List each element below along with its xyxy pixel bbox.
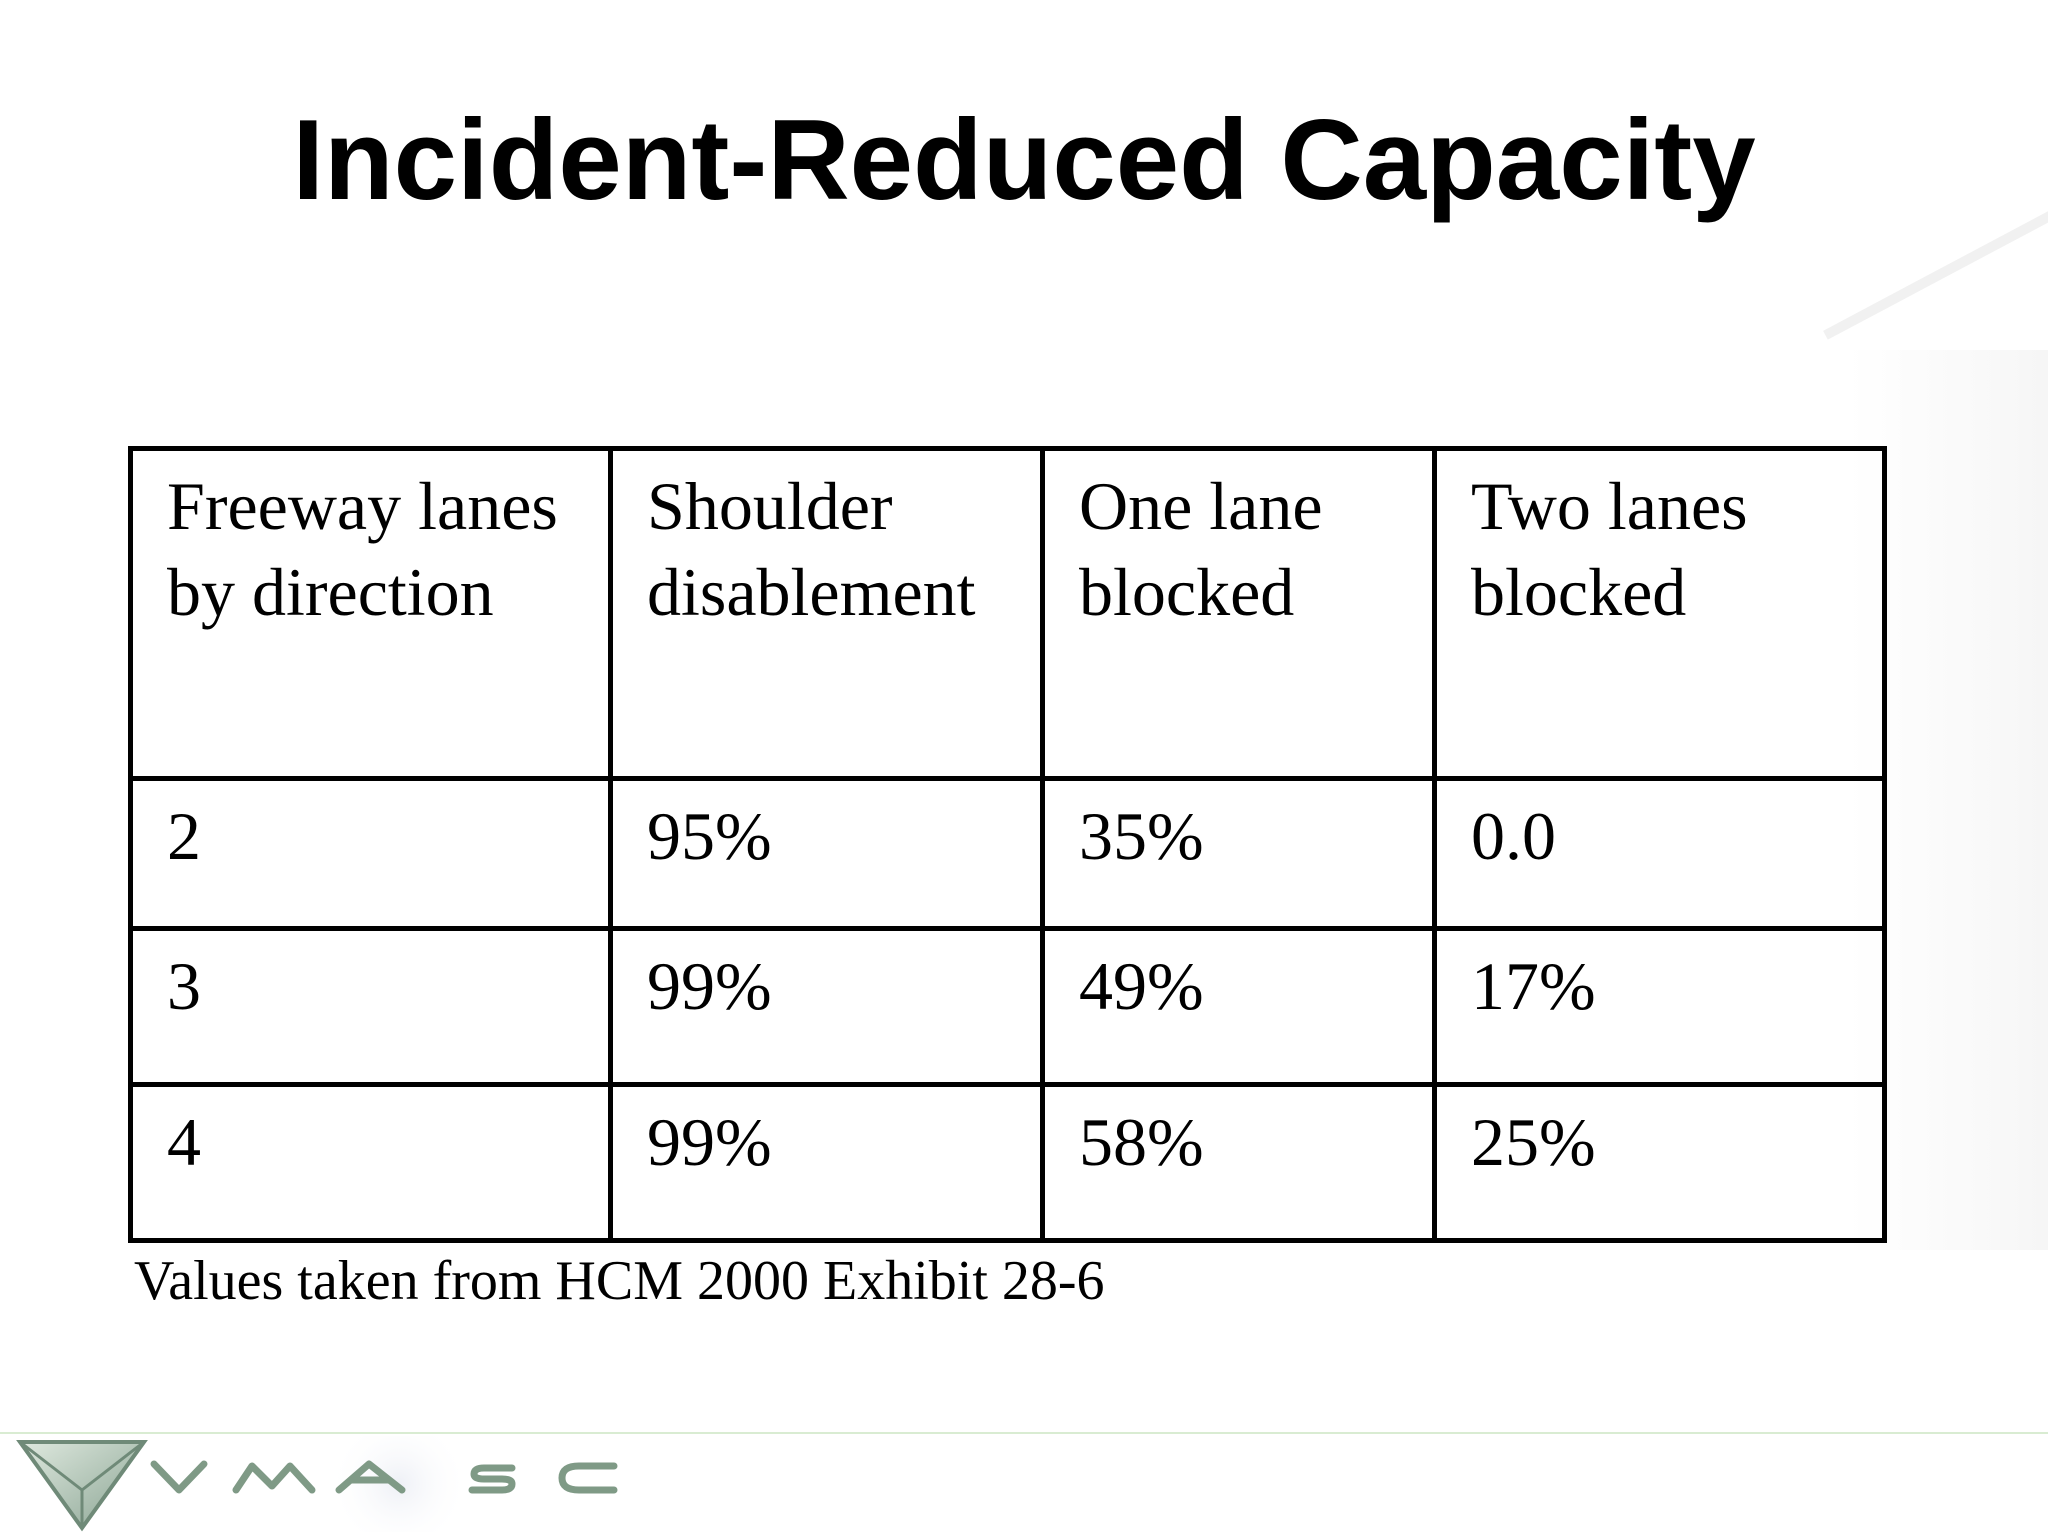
table-cell: 35%: [1043, 779, 1435, 929]
table-cell: 25%: [1435, 1085, 1885, 1241]
slide-title: Incident-Reduced Capacity: [292, 97, 1756, 224]
table-cell: 99%: [611, 1085, 1043, 1241]
table-cell: 17%: [1435, 929, 1885, 1085]
capacity-table: [128, 446, 1887, 1243]
capacity-table-container: [128, 446, 1887, 1243]
table-row: [131, 1085, 1885, 1241]
header-freeway-lanes: Freeway lanes by direction: [131, 449, 611, 779]
table-cell: 0.0: [1435, 779, 1885, 929]
table-cell: 4: [131, 1085, 611, 1241]
table-cell: 58%: [1043, 1085, 1435, 1241]
table-cell: 99%: [611, 929, 1043, 1085]
table-source-caption: Values taken from HCM 2000 Exhibit 28-6: [134, 1250, 1105, 1312]
table-row: [131, 779, 1885, 929]
header-two-lanes-blocked: Two lanes blocked: [1435, 449, 1885, 779]
vmasc-triangle-logo-icon: [14, 1436, 634, 1532]
header-one-lane-blocked: One lane blocked: [1043, 449, 1435, 779]
table-cell: 49%: [1043, 929, 1435, 1085]
table-cell: 95%: [611, 779, 1043, 929]
table-row: [131, 929, 1885, 1085]
table-cell: 2: [131, 779, 611, 929]
table-header-row: [131, 449, 1885, 779]
header-shoulder-disablement: Shoulder disablement: [611, 449, 1043, 779]
footer-divider: [0, 1432, 2048, 1434]
vmasc-logo: [14, 1436, 634, 1532]
table-cell: 3: [131, 929, 611, 1085]
